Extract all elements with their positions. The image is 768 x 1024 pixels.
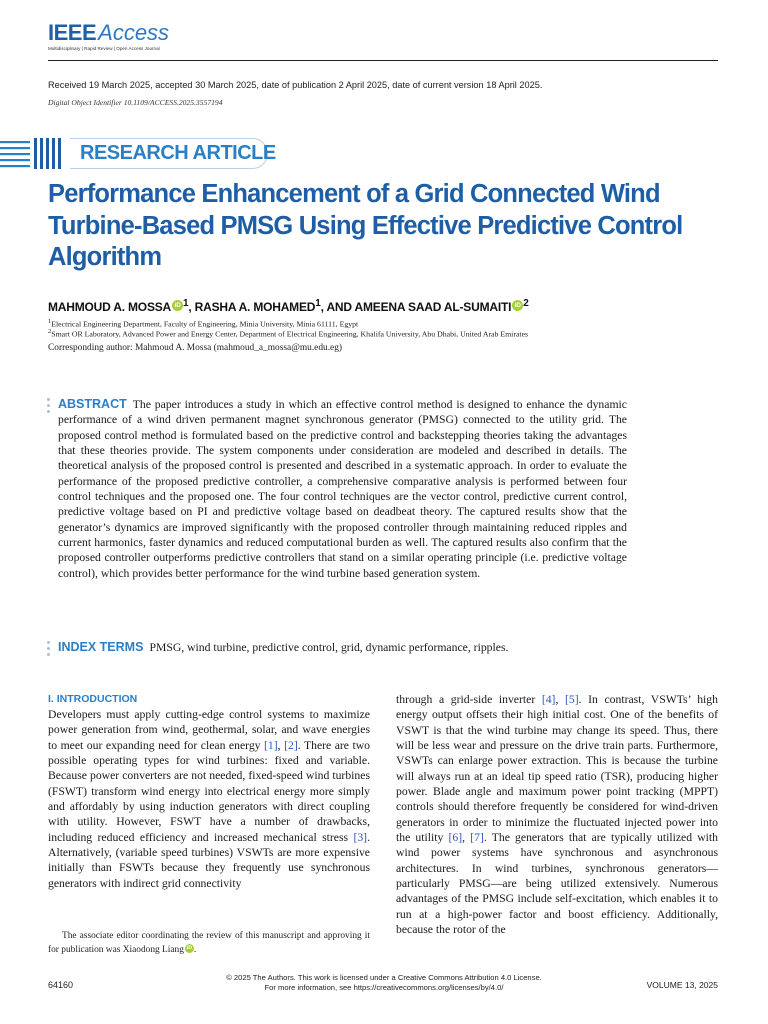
- author-name: MAHMOUD A. MOSSA: [48, 300, 172, 314]
- author-name: , AND AMEENA SAAD AL-SUMAITI: [320, 300, 512, 314]
- article-type-bars-icon: [0, 138, 66, 169]
- body-column-right: [396, 692, 718, 938]
- body-text: . The generators that are typically utilized with wind power systems have synchronous and asynchronous architectures. In wind turbines, synchronous generators—particularly PMSG—are being utilized extensively. Numerous advantages of the PMSG include self-excitation, which enables it to run at a high-power factor and boost efficiency. Additionally, because the rotor of the: [396, 831, 719, 937]
- body-text: Developers must apply cutting-edge control systems to maximize power generation from wind, geothermal, solar, and wave energies to meet our expanding need for clean energy: [48, 708, 370, 752]
- received-dates: Received 19 March 2025, accepted 30 March 2025, date of publication 2 April 2025, date of current version 18 April 2025.: [48, 80, 543, 90]
- doi-line: Digital Object Identifier 10.1109/ACCESS.2025.3557194: [48, 98, 223, 107]
- orcid-icon[interactable]: iD: [512, 300, 523, 311]
- affiliation-2: [48, 328, 528, 339]
- journal-tagline: Multidisciplinary | Rapid Review | Open Access Journal: [48, 46, 160, 51]
- body-paragraph: [48, 707, 370, 891]
- journal-logo-text: [48, 22, 169, 44]
- paper-title: Performance Enhancement of a Grid Connected Wind Turbine-Based PMSG Using Effective Predictive Control Algorithm: [48, 180, 683, 271]
- affiliation-text: Smart OR Laboratory, Advanced Power and Energy Center, Department of Electrical Engineering, Khalifa University, Abu Dhabi, United Arab Emirates: [51, 329, 529, 339]
- affiliation-marker: 1: [315, 298, 321, 309]
- journal-logo: [48, 22, 169, 51]
- body-text: . In contrast, VSWTs’ high energy output offsets their high initial cost. One of the benefits of VSWT is that the wind turbine may change its speed. Thus, there will be less wear and pressure on the drive train parts. Furthermore, VSWTs can enlarge power extraction. This is because the turbine will always run at an ideal tip speed ratio (TSR), producing higher power. Blade angle and maximum power point tracking (MPPT) controls should therefore frequently be considered for wind-driven generators in order to minimize the fluctuated injected power into the utility: [396, 693, 718, 845]
- orcid-icon[interactable]: iD: [172, 300, 183, 311]
- affiliation-text: Electrical Engineering Department, Faculty of Engineering, Minia University, Minia 61111, Egypt: [51, 319, 359, 329]
- author-name: , RASHA A. MOHAMED: [188, 300, 316, 314]
- index-terms-text: PMSG, wind turbine, predictive control, grid, dynamic performance, ripples.: [149, 641, 509, 654]
- affiliation-marker: 2: [523, 298, 529, 309]
- citation-link[interactable]: [5]: [564, 693, 579, 706]
- body-text: . Alternatively, (variable speed turbines) VSWTs are more expensive initially than FSWTs because they frequently use synchronous generators with indirect grid connectivity: [48, 830, 370, 890]
- body-text: ,: [555, 693, 565, 706]
- author-list: [48, 298, 529, 314]
- affiliation-number: 2: [48, 328, 52, 335]
- citation-link[interactable]: [3]: [353, 830, 368, 844]
- logo-access: Access: [98, 20, 170, 45]
- index-terms-block: [58, 640, 658, 655]
- footnote-text: The associate editor coordinating the review of this manuscript and approving it for publication was Xiaodong Liang: [48, 931, 370, 955]
- affiliation-number: 1: [48, 318, 52, 325]
- logo-ieee: IEEE: [48, 20, 97, 45]
- corresponding-author: Corresponding author: Mahmoud A. Mossa (mahmoud_a_mossa@mu.edu.eg): [48, 343, 343, 353]
- body-text: ,: [462, 831, 471, 845]
- abstract-label: ABSTRACT: [58, 397, 127, 411]
- orcid-icon[interactable]: iD: [186, 945, 193, 951]
- volume-label: VOLUME 13, 2025: [646, 980, 718, 990]
- affiliation-1: [48, 318, 358, 329]
- abstract-dots-icon: [47, 398, 51, 416]
- header-divider: [48, 60, 718, 61]
- body-paragraph: [396, 692, 718, 938]
- editor-footnote: [48, 929, 370, 957]
- index-terms-label: INDEX TERMS: [58, 640, 144, 654]
- section-heading: I. INTRODUCTION: [48, 693, 138, 705]
- footnote-end: .: [193, 945, 197, 955]
- citation-link[interactable]: [4]: [541, 693, 556, 706]
- citation-link[interactable]: [1]: [264, 738, 278, 752]
- article-type-label: RESEARCH ARTICLE: [80, 142, 276, 164]
- body-column-left: [48, 692, 370, 891]
- body-text: . There are two possible operating types for wind turbines: fixed and variable. Because power converters are not needed, fixed-speed wind turbines (FSWT) transform wind energy into electrical energy more simply and affordably by using induction generators with direct coupling with utility. However, FSWT have a number of drawbacks, including reduced efficiency and increased mechanical stress: [48, 738, 371, 844]
- license-line: © 2025 The Authors. This work is licensed under a Creative Commons Attribution 4.0 License.: [226, 973, 542, 982]
- citation-link[interactable]: [6]: [448, 831, 463, 845]
- affiliation-marker: 1: [183, 298, 189, 309]
- body-text: ,: [277, 738, 285, 752]
- citation-link[interactable]: [7]: [470, 831, 484, 845]
- page-number: 64160: [48, 980, 74, 990]
- body-text: through a grid-side inverter: [396, 693, 542, 706]
- license-link[interactable]: For more information, see https://creativecommons.org/licenses/by/4.0/: [264, 983, 504, 992]
- abstract-text: The paper introduces a study in which an effective control method is designed to enhance the dynamic performance of a wind driven permanent magnet synchronous generator (PMSG) connected to the utility grid. The proposed control method is formulated based on the predictive control and backstepping theories taking the advantages that these theories provide. The system components under consideration are modeled and described in details. The theoretical analysis of the proposed control is presented and described in a systematic approach. In order to evaluate the performance of the proposed predictive controller, a comprehensive comparative analysis is performed between four control techniques and the proposed one. The four control techniques are the vector control, predictive current control, predictive voltage based on PI and predictive voltage based on deadbeat theory. The captured results show that the generator’s dynamics are improved significantly with the proposed controller through maintaining reduced ripples and current harmonics, faster dynamics and reduced computational burden as well. The captured results also confirm that the proposed controller outperforms predictive controllers that stand on a similar operating principle (i.e. predictive voltage control), which provides better performance for the wind turbine based generation system.: [58, 398, 627, 580]
- index-terms-dots-icon: [47, 641, 51, 659]
- citation-link[interactable]: [2]: [284, 738, 298, 752]
- abstract-block: [58, 397, 627, 581]
